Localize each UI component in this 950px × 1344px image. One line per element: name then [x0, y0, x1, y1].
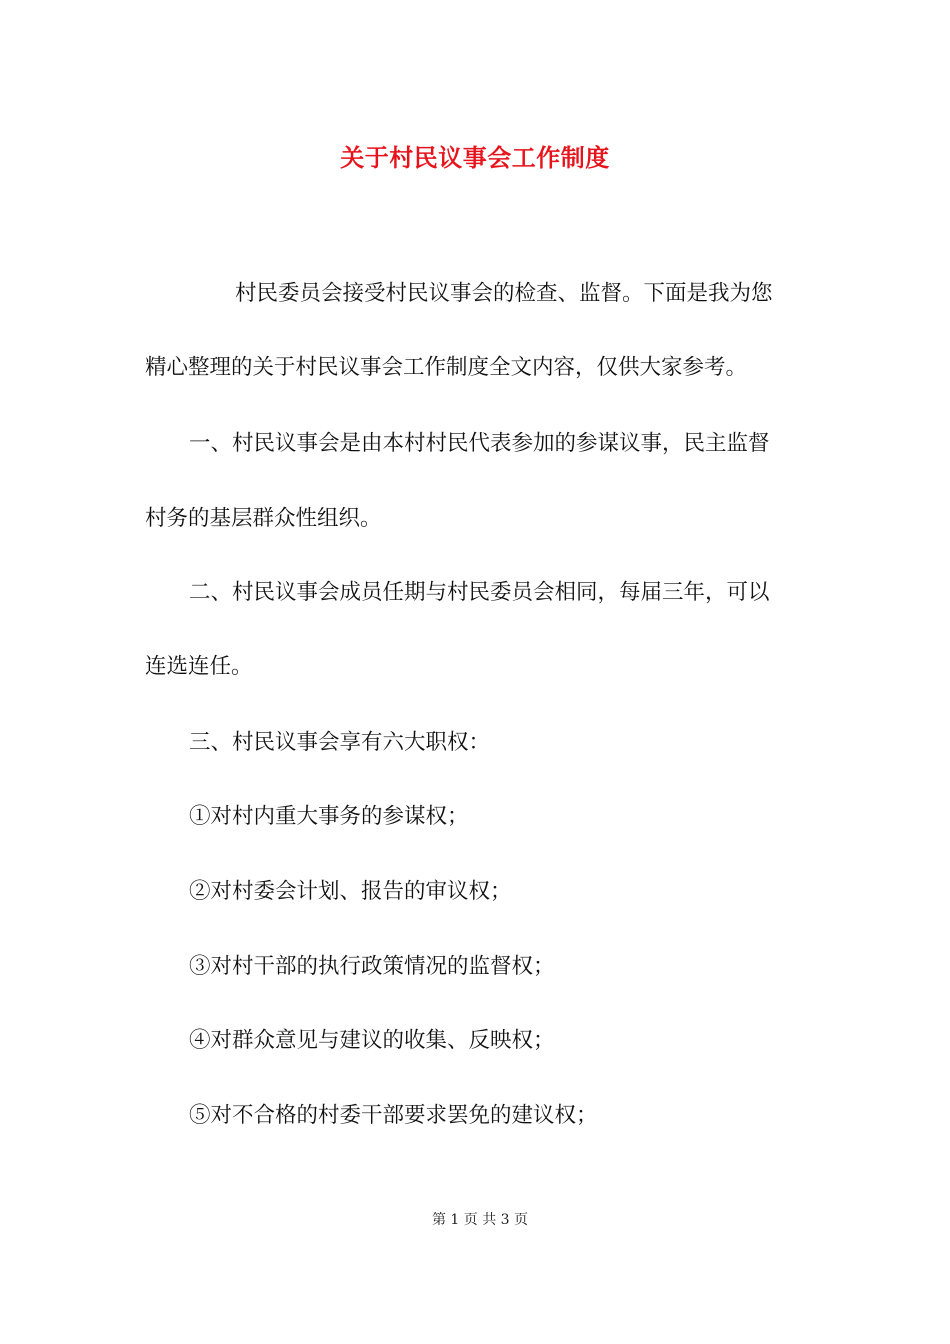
list-item-2: ②对村委会计划、报告的审议权；: [189, 879, 512, 904]
paragraph-2-line-2: 连选连任。: [145, 654, 253, 679]
paragraph-intro-line-1: 村民委员会接受村民议事会的检查、监督。下面是我为您: [235, 281, 773, 306]
page-footer: 第 1 页 共 3 页: [431, 1212, 529, 1228]
list-item-1: ①对村内重大事务的参谋权；: [189, 804, 469, 829]
paragraph-3-line: 三、村民议事会享有六大职权：: [189, 730, 491, 755]
list-item-5: ⑤对不合格的村委干部要求罢免的建议权；: [189, 1103, 598, 1128]
paragraph-1-line-2: 村务的基层群众性组织。: [145, 506, 382, 531]
document-title: 关于村民议事会工作制度: [340, 143, 610, 172]
list-item-3: ③对村干部的执行政策情况的监督权；: [189, 954, 555, 979]
paragraph-2-line-1: 二、村民议事会成员任期与村民委员会相同，每届三年，可以: [189, 580, 770, 605]
list-item-4: ④对群众意见与建议的收集、反映权；: [189, 1028, 555, 1053]
paragraph-1-line-1: 一、村民议事会是由本村村民代表参加的参谋议事，民主监督: [189, 431, 770, 456]
paragraph-intro-line-2: 精心整理的关于村民议事会工作制度全文内容，仅供大家参考。: [145, 355, 748, 380]
